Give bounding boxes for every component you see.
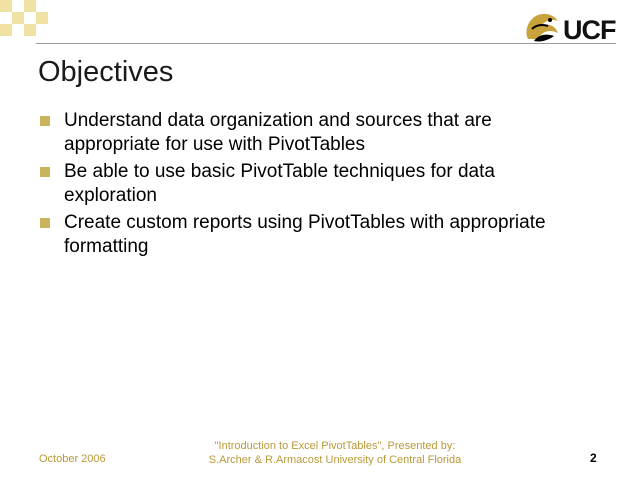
list-item: [38, 109, 578, 157]
decor-square: [0, 0, 12, 12]
footer-credit-line2: S.Archer & R.Armacost University of Central Florida: [208, 454, 462, 466]
bullet-list: [38, 109, 578, 262]
bullet-square-icon: [40, 116, 50, 126]
page-number: 2: [590, 451, 597, 465]
footer-credit-line1: "Introduction to Excel PivotTables", Presented by:: [214, 440, 456, 452]
list-item: [38, 211, 578, 259]
footer-date: October 2006: [39, 453, 106, 465]
decor-square: [0, 24, 12, 36]
bullet-square-icon: [40, 167, 50, 177]
footer-credit: [190, 439, 480, 467]
list-item: [38, 160, 578, 208]
logo-text: UCF: [563, 15, 616, 45]
decor-square: [24, 24, 36, 36]
bullet-text: Create custom reports using PivotTables with appropriate formatting: [64, 212, 546, 257]
slide-title: Objectives: [38, 56, 174, 88]
decor-square: [36, 12, 48, 24]
decor-square: [24, 0, 36, 12]
decor-square: [12, 12, 24, 24]
bullet-text: Be able to use basic PivotTable techniques for data exploration: [64, 161, 495, 206]
bullet-text: Understand data organization and sources that are appropriate for use with PivotTables: [64, 110, 492, 155]
bullet-square-icon: [40, 218, 50, 228]
